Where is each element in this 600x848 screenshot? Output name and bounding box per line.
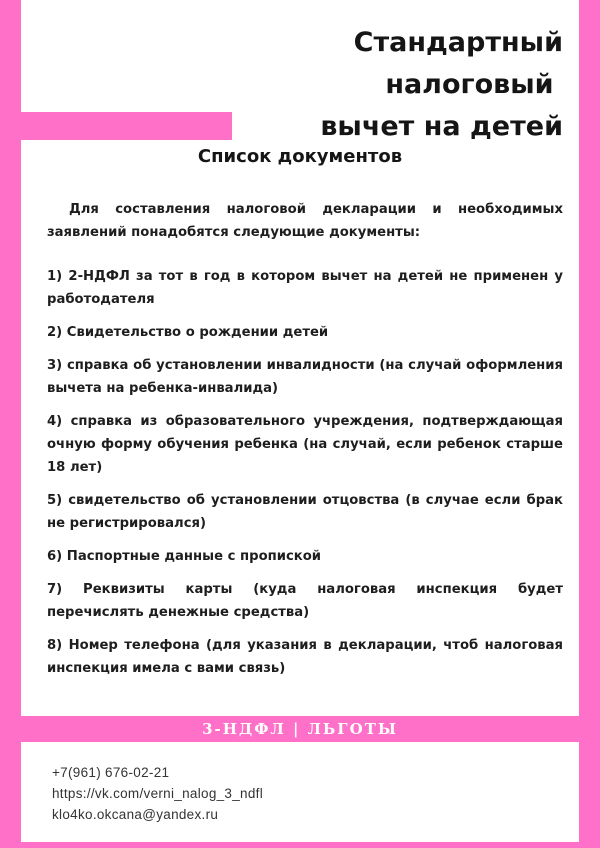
title-line: Стандартный xyxy=(353,27,563,58)
section-heading: Список документов xyxy=(197,146,403,167)
list-item: 3) справка об установлении инвалидности (на случай оформления вычета на ребенка-инвалида) xyxy=(47,358,563,396)
list-item: 2) Свидетельство о рождении детей xyxy=(47,325,329,340)
intro-paragraph: Для составления налоговой декларации и необходимых заявлений понадобятся следующие документы: xyxy=(47,202,563,240)
page-title xyxy=(263,22,563,148)
list-item: 1) 2-НДФЛ за тот в год в котором вычет на детей не применен у работодателя xyxy=(47,269,563,307)
list-item: 8) Номер телефона (для указания в декларации, чтоб налоговая инспекция имела с вами связь) xyxy=(47,638,563,676)
title-line: налоговый xyxy=(385,69,563,100)
list-item: 7) Реквизиты карты (куда налоговая инспекция будет перечислять денежные средства) xyxy=(47,582,563,620)
list-item: 6) Паспортные данные с пропиской xyxy=(47,549,322,564)
list-item: 5) свидетельство об установлении отцовства (в случае если брак не регистрировался) xyxy=(47,493,563,531)
title-line: вычет на детей xyxy=(320,111,563,142)
document-list xyxy=(47,265,563,690)
list-item: 4) справка из образовательного учреждения, подтверждающая очную форму обучения ребенка (на случай, если ребенок старше 18 лет) xyxy=(47,414,563,475)
email-link[interactable]: klo4ko.okcana@yandex.ru xyxy=(52,807,219,822)
vk-link[interactable]: https://vk.com/verni_nalog_3_ndfl xyxy=(52,786,264,801)
brand-banner: 3-НДФЛ | ЛЬГОТЫ xyxy=(202,720,398,738)
contacts-block xyxy=(52,762,263,825)
phone-number[interactable]: +7(961) 676-02-21 xyxy=(52,765,170,780)
